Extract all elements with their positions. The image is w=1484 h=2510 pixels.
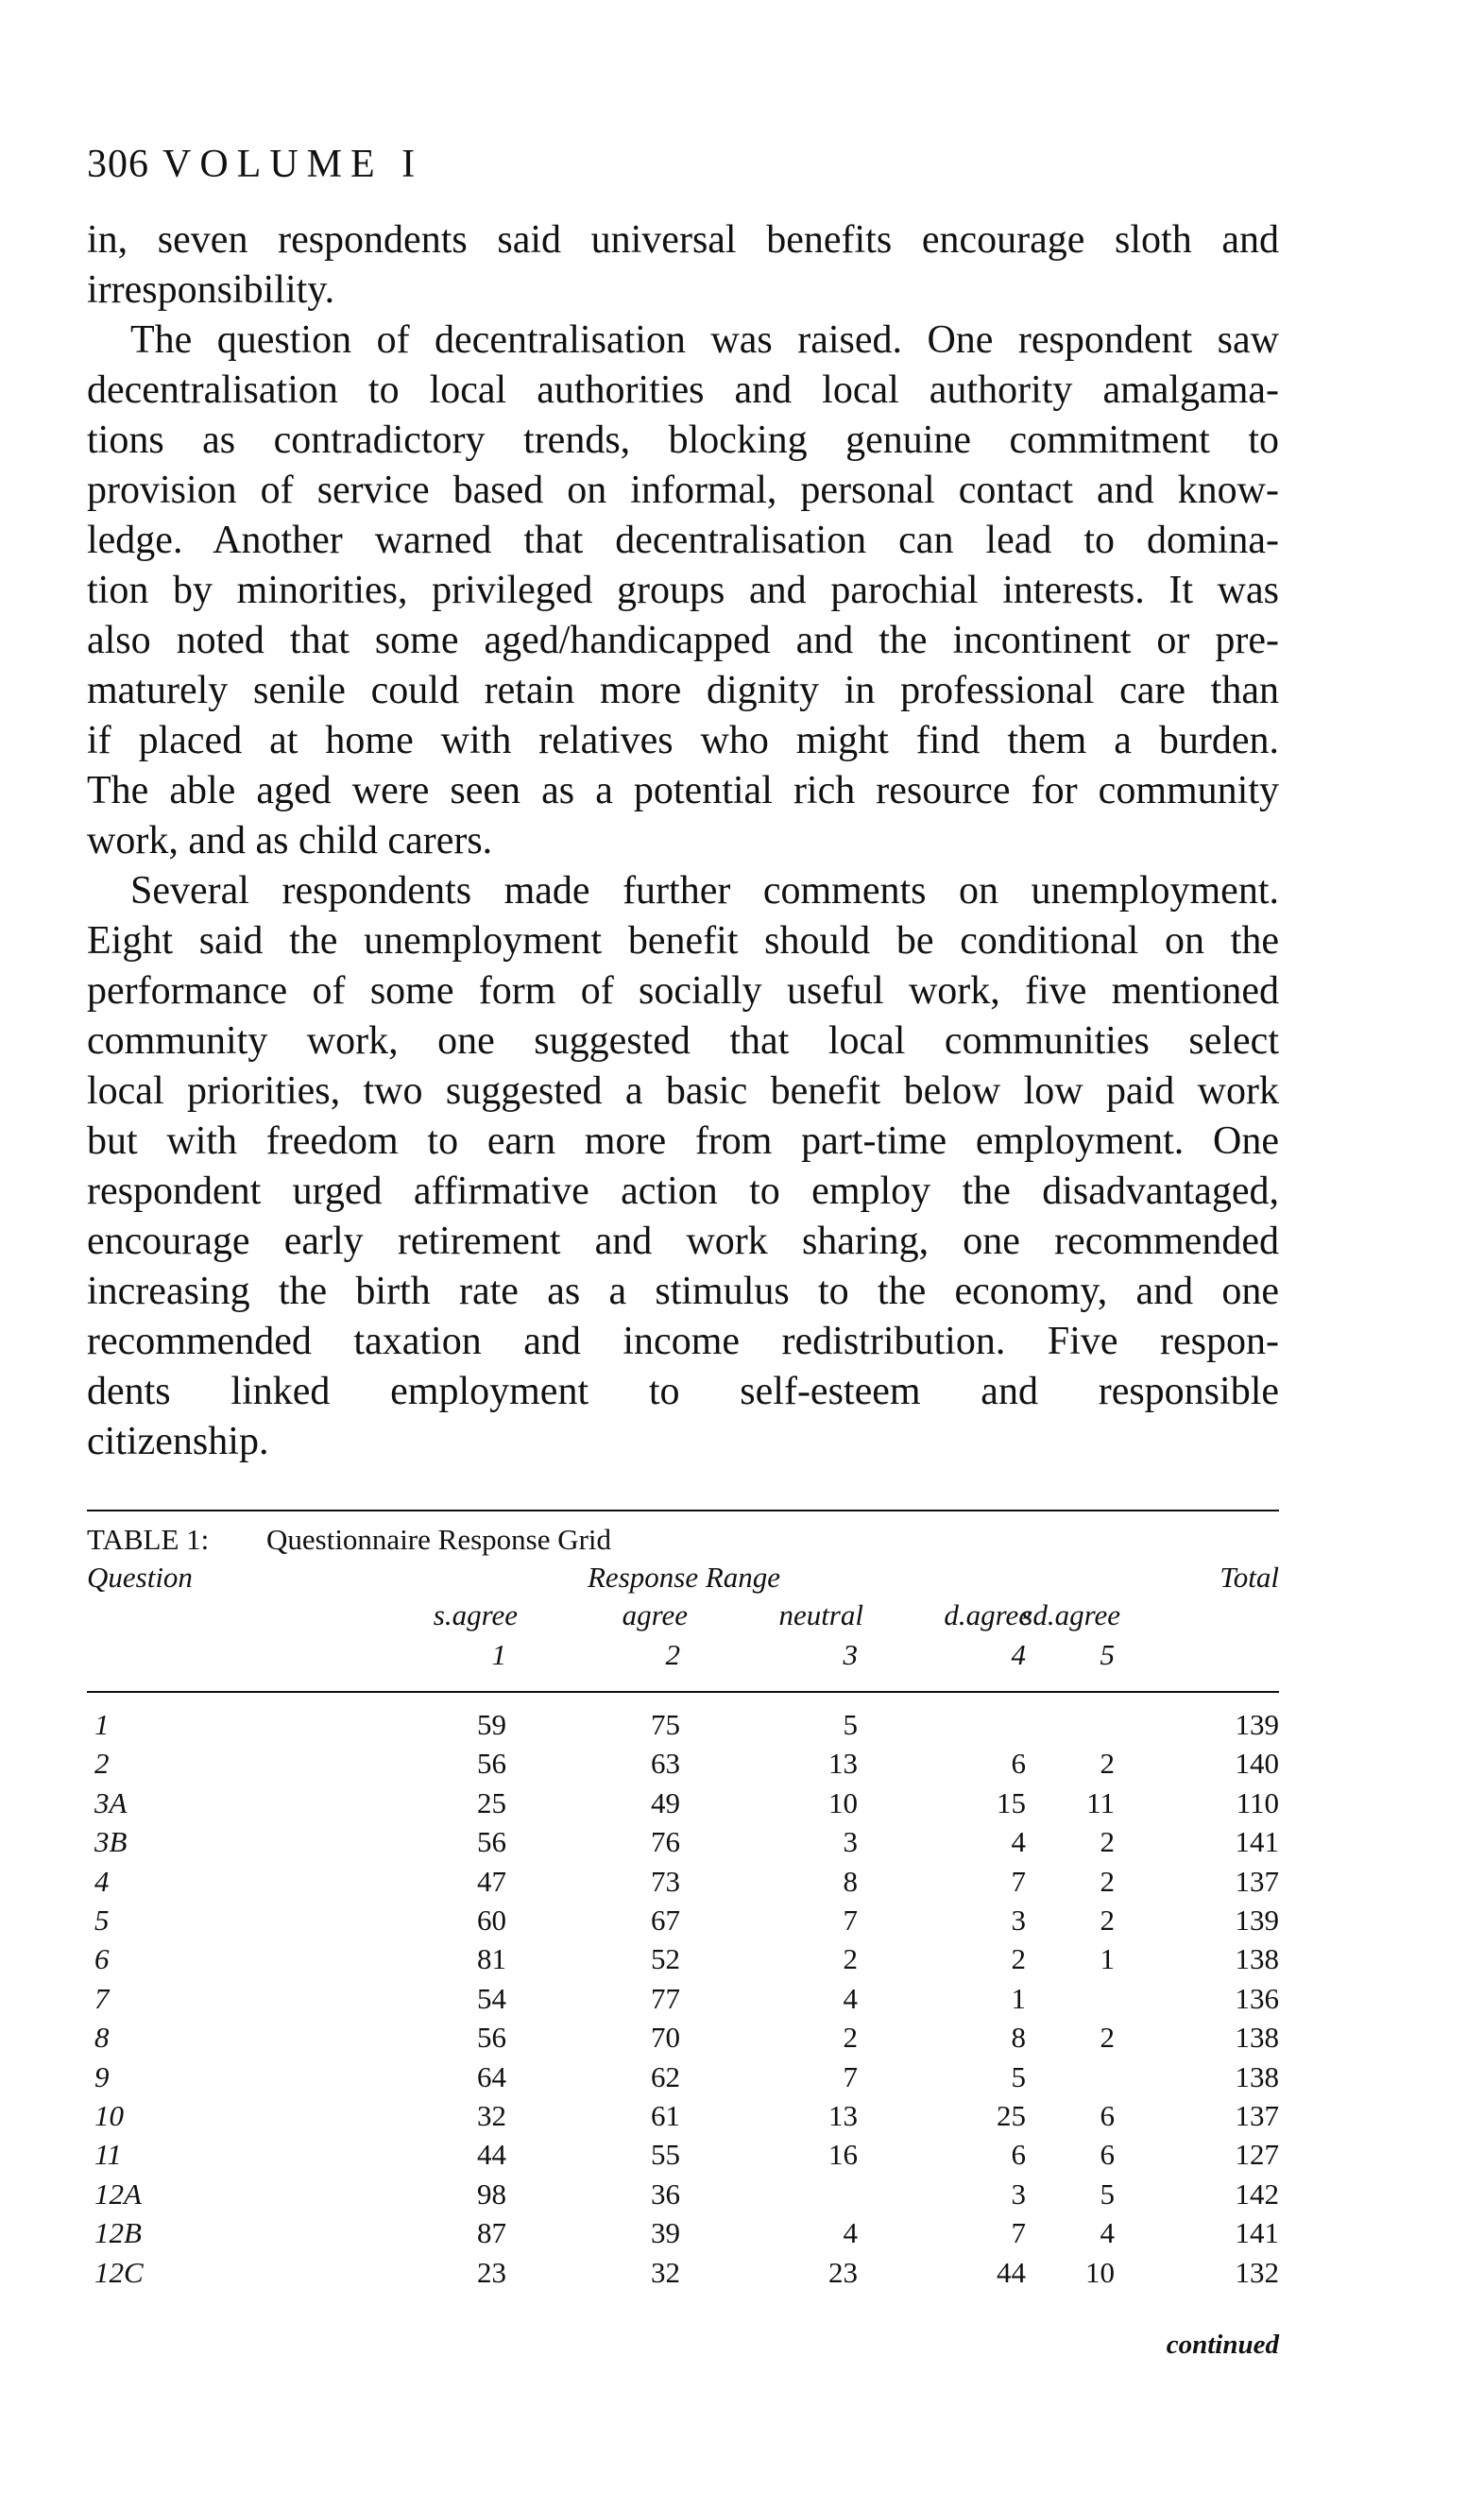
response-cell-c4: 5 (1011, 2059, 1026, 2093)
response-cell-c3: 3 (843, 1825, 858, 1859)
table-row (87, 2138, 1279, 2177)
table-row (87, 1708, 1279, 1747)
response-cell-c1: 64 (477, 2059, 506, 2093)
total-cell: 139 (1235, 1708, 1279, 1741)
response-cell-c3: 8 (843, 1864, 858, 1898)
header-col5-number: 5 (1100, 1638, 1115, 1671)
response-cell-c1: 56 (477, 1747, 506, 1781)
table-row (87, 1747, 1279, 1785)
response-cell-c2: 67 (651, 1904, 680, 1937)
response-cell-c1: 59 (477, 1708, 506, 1741)
response-cell-c4: 3 (1011, 1904, 1026, 1937)
response-cell-c5: 6 (1100, 2099, 1115, 2132)
response-cell-c3: 16 (828, 2138, 858, 2172)
question-cell: 12A (94, 2177, 142, 2211)
question-cell: 5 (94, 1904, 110, 1937)
response-cell-c4: 15 (997, 1785, 1026, 1819)
table-label: TABLE 1: (87, 1523, 210, 1556)
body-line: also noted that some aged/handicapped and the incontinent or pre- (87, 619, 1279, 662)
body-text (87, 215, 1279, 1467)
question-cell: 8 (94, 2021, 110, 2055)
body-line: provision of service based on informal, personal contact and know- (87, 469, 1279, 512)
response-cell-c5: 6 (1100, 2138, 1115, 2172)
total-cell: 137 (1235, 2099, 1279, 2132)
header-question: Question (87, 1561, 193, 1594)
response-cell-c3: 2 (843, 2021, 858, 2055)
response-cell-c5: 2 (1100, 1904, 1115, 1937)
response-cell-c5: 11 (1086, 1785, 1115, 1819)
response-cell-c3: 4 (843, 1981, 858, 2015)
response-cell-c1: 98 (477, 2177, 506, 2211)
total-cell: 138 (1235, 1942, 1279, 1976)
table-row (87, 1825, 1279, 1864)
response-cell-c1: 47 (477, 1864, 506, 1898)
running-head (87, 142, 423, 187)
table-row (87, 2021, 1279, 2059)
response-cell-c1: 54 (477, 1981, 506, 2015)
response-cell-c2: 77 (651, 1981, 680, 2015)
response-cell-c4: 8 (1011, 2021, 1026, 2055)
response-cell-c1: 87 (477, 2216, 506, 2250)
response-cell-c1: 32 (477, 2099, 506, 2132)
question-cell: 9 (94, 2059, 110, 2093)
response-cell-c4: 44 (997, 2255, 1026, 2289)
header-col5-label: sd.agree (1021, 1598, 1120, 1631)
response-cell-c4: 7 (1011, 2216, 1026, 2250)
body-line: ledge. Another warned that decentralisation can lead to domina- (87, 519, 1279, 562)
response-cell-c5: 2 (1100, 1825, 1115, 1859)
header-col2-label: agree (622, 1598, 688, 1631)
response-cell-c2: 52 (651, 1942, 680, 1976)
response-cell-c3: 10 (828, 1785, 858, 1819)
table-row (87, 1942, 1279, 1981)
body-line: recommended taxation and income redistribution. Five respon- (87, 1320, 1279, 1363)
table-row (87, 2256, 1279, 2295)
header-response-range: Response Range (588, 1561, 781, 1594)
response-cell-c5: 10 (1085, 2255, 1115, 2289)
response-cell-c2: 61 (651, 2099, 680, 2132)
question-cell: 7 (94, 1981, 110, 2015)
response-cell-c1: 56 (477, 2021, 506, 2055)
body-line: community work, one suggested that local communities select (87, 1019, 1279, 1063)
question-cell: 12C (94, 2255, 144, 2289)
question-cell: 3B (94, 1825, 128, 1859)
table-row (87, 1786, 1279, 1825)
response-cell-c2: 73 (651, 1864, 680, 1898)
response-cell-c4: 25 (997, 2099, 1026, 2132)
body-line: if placed at home with relatives who might find them a burden. (87, 719, 1279, 762)
header-col3-number: 3 (843, 1638, 858, 1671)
total-cell: 110 (1236, 1785, 1279, 1819)
table-header-rule (87, 1691, 1279, 1693)
response-cell-c3: 5 (843, 1708, 858, 1741)
response-cell-c2: 39 (651, 2216, 680, 2250)
response-cell-c5: 2 (1100, 1864, 1115, 1898)
response-cell-c3: 13 (828, 2099, 858, 2132)
body-line: encourage early retirement and work sharing, one recommended (87, 1220, 1279, 1263)
body-line: irresponsibility. (87, 268, 335, 312)
response-cell-c1: 23 (477, 2255, 506, 2289)
question-cell: 3A (94, 1785, 128, 1819)
total-cell: 136 (1235, 1981, 1279, 2015)
body-line: Several respondents made further comments on unemployment. (130, 869, 1279, 913)
header-col1-label: s.agree (433, 1598, 518, 1631)
total-cell: 140 (1235, 1747, 1279, 1781)
response-cell-c5: 1 (1100, 1942, 1115, 1976)
body-line: Eight said the unemployment benefit should be conditional on the (87, 919, 1279, 963)
response-cell-c1: 81 (477, 1942, 506, 1976)
response-cell-c2: 76 (651, 1825, 680, 1859)
body-line: The question of decentralisation was raised. One respondent saw (130, 318, 1279, 362)
body-line: local priorities, two suggested a basic benefit below low paid work (87, 1069, 1279, 1113)
total-cell: 138 (1235, 2021, 1279, 2055)
response-cell-c3: 23 (828, 2255, 858, 2289)
body-line: increasing the birth rate as a stimulus to the economy, and one (87, 1270, 1279, 1313)
total-cell: 142 (1235, 2177, 1279, 2211)
response-cell-c5: 2 (1100, 1747, 1115, 1781)
response-cell-c4: 6 (1011, 2138, 1026, 2172)
header-col4-number: 4 (1011, 1638, 1026, 1671)
body-line: performance of some form of socially useful work, five mentioned (87, 969, 1279, 1013)
question-cell: 10 (94, 2099, 124, 2132)
total-cell: 127 (1235, 2138, 1279, 2172)
response-cell-c4: 6 (1011, 1747, 1026, 1781)
response-cell-c3: 2 (843, 1942, 858, 1976)
table-row (87, 1865, 1279, 1904)
response-cell-c3: 7 (843, 1904, 858, 1937)
question-cell: 11 (94, 2138, 122, 2172)
response-cell-c4: 4 (1011, 1825, 1026, 1859)
total-cell: 137 (1235, 1864, 1279, 1898)
body-line: but with freedom to earn more from part-time employment. One (87, 1119, 1279, 1163)
body-line: maturely senile could retain more dignity in professional care than (87, 669, 1279, 712)
header-col3-label: neutral (778, 1598, 863, 1631)
body-line: work, and as child carers. (87, 819, 493, 862)
table-row (87, 1982, 1279, 2021)
question-cell: 2 (94, 1747, 110, 1781)
response-cell-c3: 7 (843, 2059, 858, 2093)
volume-label: VOLUME I (162, 143, 424, 186)
table-row (87, 1904, 1279, 1942)
total-cell: 141 (1235, 2216, 1279, 2250)
response-cell-c2: 36 (651, 2177, 680, 2211)
response-cell-c2: 62 (651, 2059, 680, 2093)
total-cell: 132 (1235, 2255, 1279, 2289)
response-cell-c2: 70 (651, 2021, 680, 2055)
body-line: in, seven respondents said universal benefits encourage sloth and (87, 218, 1279, 262)
question-cell: 12B (94, 2216, 142, 2250)
body-line: tions as contradictory trends, blocking genuine commitment to (87, 418, 1279, 462)
table-title-text: Questionnaire Response Grid (266, 1523, 612, 1556)
response-cell-c1: 25 (477, 1785, 506, 1819)
table-row (87, 2216, 1279, 2255)
response-cell-c5: 2 (1100, 2021, 1115, 2055)
header-col4-label: d.agree (944, 1598, 1032, 1631)
response-cell-c4: 3 (1011, 2177, 1026, 2211)
body-line: respondent urged affirmative action to employ the disadvantaged, (87, 1170, 1279, 1213)
response-cell-c1: 44 (477, 2138, 506, 2172)
response-cell-c4: 2 (1011, 1942, 1026, 1976)
question-cell: 6 (94, 1942, 110, 1976)
body-line: The able aged were seen as a potential rich resource for community (87, 769, 1279, 812)
response-cell-c5: 5 (1100, 2177, 1115, 2211)
continued-note: continued (1166, 2330, 1279, 2360)
response-cell-c2: 55 (651, 2138, 680, 2172)
question-cell: 1 (94, 1708, 110, 1741)
response-cell-c4: 1 (1011, 1981, 1026, 2015)
table-top-rule (87, 1510, 1279, 1511)
table-title (87, 1523, 611, 1557)
response-cell-c4: 7 (1011, 1864, 1026, 1898)
book-page (87, 0, 1279, 2510)
table-row (87, 2177, 1279, 2216)
page-number: 306 (87, 143, 149, 186)
response-cell-c2: 63 (651, 1747, 680, 1781)
response-cell-c1: 56 (477, 1825, 506, 1859)
header-col1-number: 1 (491, 1638, 506, 1671)
response-cell-c2: 32 (651, 2255, 680, 2289)
response-cell-c1: 60 (477, 1904, 506, 1937)
total-cell: 139 (1235, 1904, 1279, 1937)
table-row (87, 2060, 1279, 2099)
question-cell: 4 (94, 1864, 110, 1898)
response-cell-c5: 4 (1100, 2216, 1115, 2250)
header-col2-number: 2 (665, 1638, 680, 1671)
response-cell-c2: 49 (651, 1785, 680, 1819)
header-total: Total (1220, 1561, 1279, 1594)
response-cell-c2: 75 (651, 1708, 680, 1741)
table-row (87, 2099, 1279, 2138)
body-line: tion by minorities, privileged groups and parochial interests. It was (87, 569, 1279, 612)
total-cell: 141 (1235, 1825, 1279, 1859)
body-line: decentralisation to local authorities and local authority amalgama- (87, 368, 1279, 412)
body-line: dents linked employment to self-esteem and responsible (87, 1370, 1279, 1413)
body-line: citizenship. (87, 1420, 269, 1463)
response-cell-c3: 13 (828, 1747, 858, 1781)
total-cell: 138 (1235, 2059, 1279, 2093)
response-cell-c3: 4 (843, 2216, 858, 2250)
